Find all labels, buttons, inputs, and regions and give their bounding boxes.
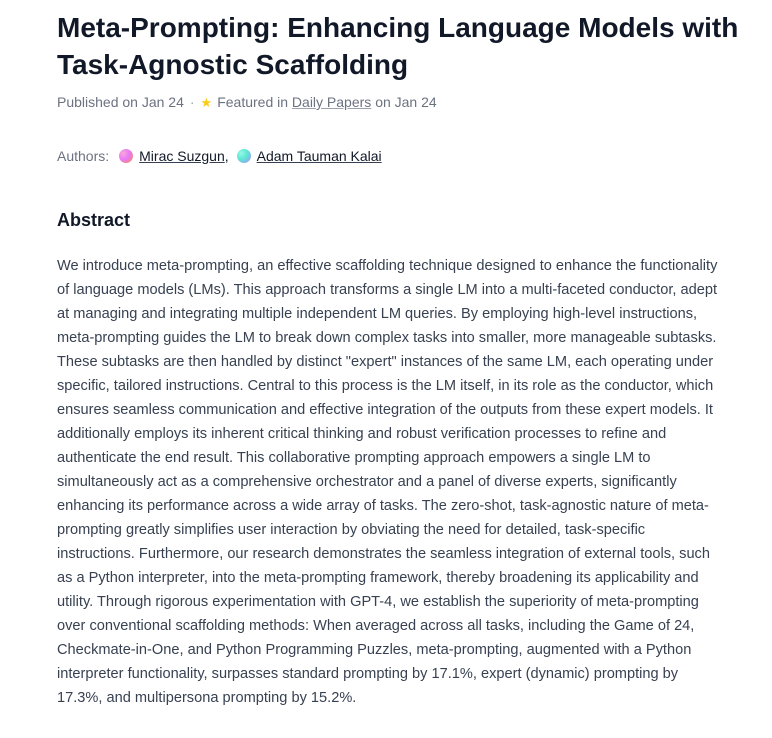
meta-separator: · (189, 94, 195, 110)
paper-meta (57, 93, 437, 112)
authors-label: Authors: (57, 148, 110, 164)
abstract-heading: Abstract (57, 210, 131, 230)
author-link-mirac-suzgun[interactable] (119, 147, 225, 165)
author-link-adam-tauman-kalai[interactable] (237, 147, 382, 165)
featured-prefix: Featured in (217, 94, 289, 110)
author-avatar (237, 149, 251, 163)
daily-papers-link[interactable]: Daily Papers (291, 94, 372, 110)
author-name: Adam Tauman Kalai (256, 148, 382, 164)
author-name: Mirac Suzgun (139, 148, 225, 164)
author-avatar (119, 149, 133, 163)
abstract-text: We introduce meta-prompting, an effective scaffolding technique designed to enhance the functionality of language models (LMs). This approach transforms a single LM into a multi-faceted conductor, adept at managing and integrating multiple independent LM queries. By employing high-level instructions, meta-prompting guides the LM to break down complex tasks into smaller, more manageable subtasks. These subtasks are then handled by distinct "expert" instances of the same LM, each operating under specific, tailored instructions. Central to this process is the LM itself, in its role as the conductor, which ensures seamless communication and effective integration of the outputs from these expert models. It additionally employs its inherent critical thinking and robust verification processes to refine and authenticate the end result. This collaborative prompting approach empowers a single LM to simultaneously act as a comprehensive orchestrator and a panel of diverse experts, significantly enhancing its performance across a wide array of tasks. The zero-shot, task-agnostic nature of meta-prompting greatly simplifies user interaction by obviating the need for detailed, task-specific instructions. Furthermore, our research demonstrates the seamless integration of external tools, such as a Python interpreter, into the meta-prompting framework, thereby broadening its applicability and utility. Through rigorous experimentation with GPT-4, we establish the superiority of meta-prompting over conventional scaffolding methods: When averaged across all tasks, including the Game of 24, Checkmate-in-One, and Python Programming Puzzles, meta-prompting, augmented with a Python interpreter functionality, surpasses standard prompting by 17.1%, expert (dynamic) prompting by 17.3%, and multipersona prompting by 15.2%. (57, 258, 718, 706)
authors-row (57, 147, 382, 165)
author-separator: , (224, 148, 229, 164)
star-icon: ★ (200, 95, 213, 110)
published-date: Published on Jan 24 (57, 94, 184, 110)
paper-title: Meta-Prompting: Enhancing Language Models with Task-Agnostic Scaffolding (57, 12, 739, 80)
featured-suffix: on Jan 24 (375, 94, 437, 110)
